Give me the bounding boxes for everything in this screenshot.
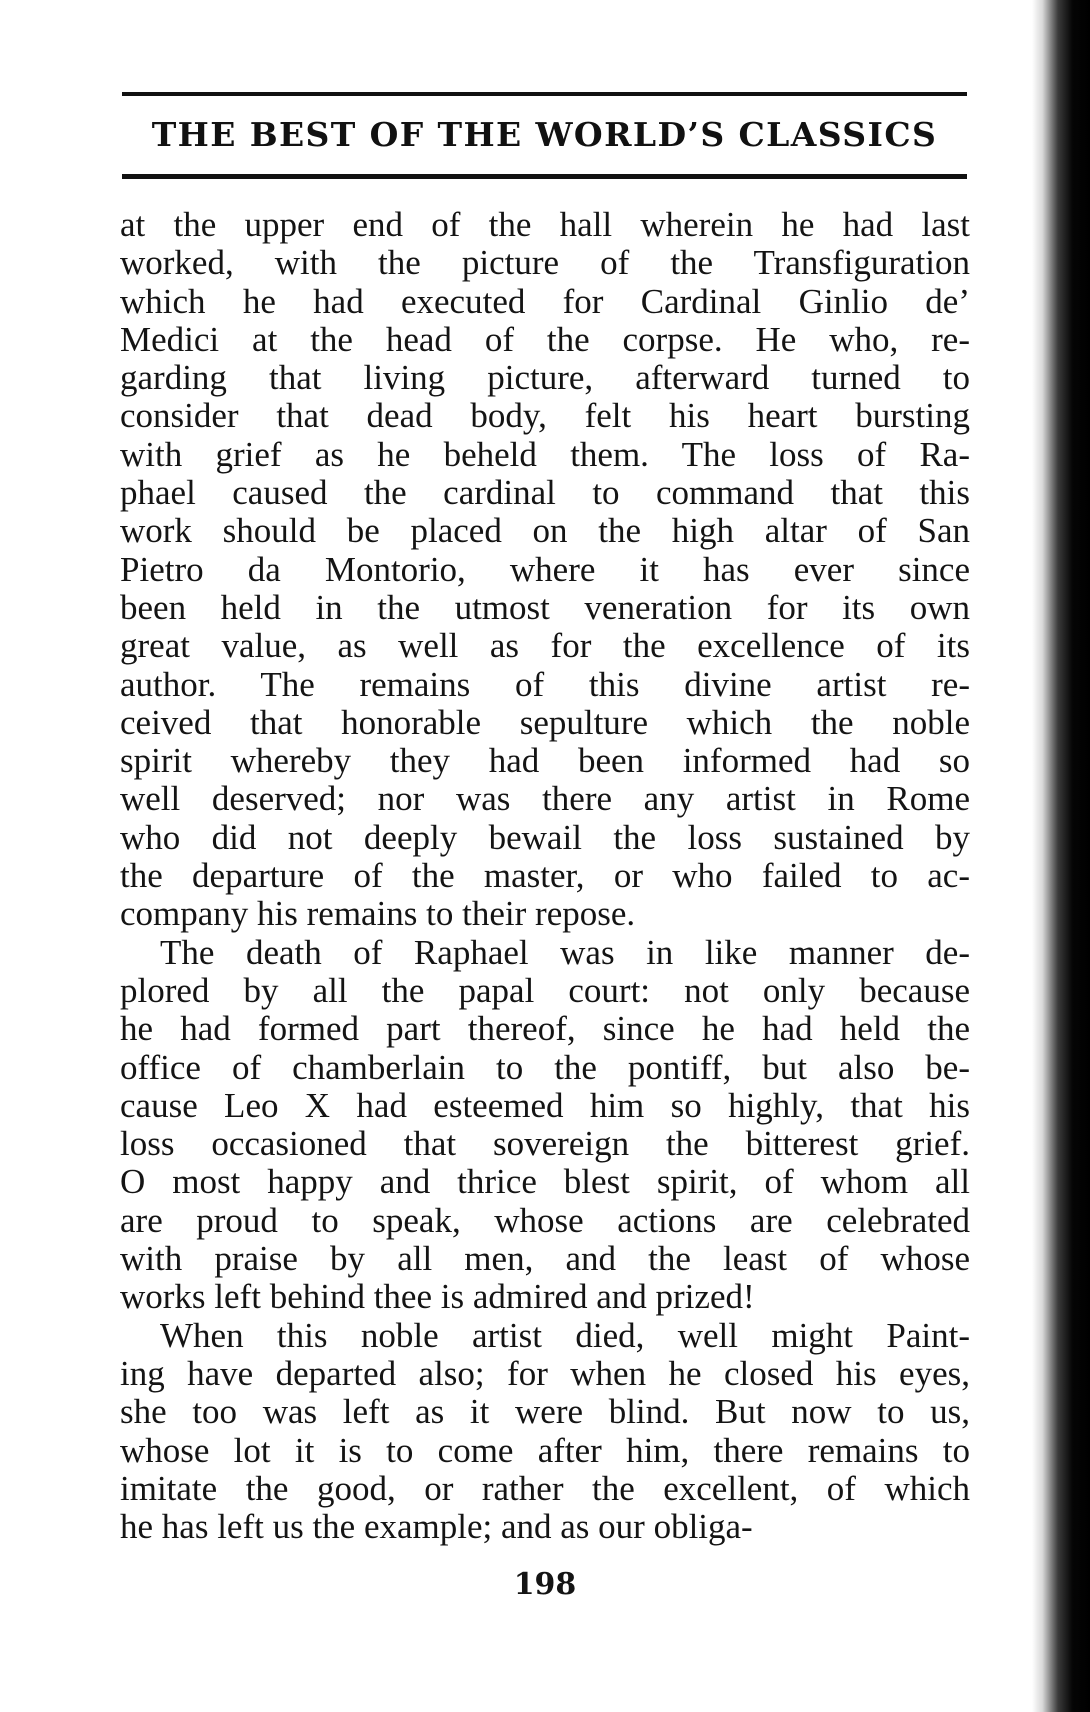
text-line: at the upper end of the hall wherein he had last xyxy=(120,205,970,244)
text-line: who did not deeply bewail the loss sustained by xyxy=(120,817,970,857)
text-line: with grief as he beheld them. The loss of Ra- xyxy=(120,434,970,474)
text-line: worked, with the picture of the Transfiguration xyxy=(120,243,970,283)
header-rule-top xyxy=(122,92,967,96)
text-line: with praise by all men, and the least of whose xyxy=(120,1239,970,1279)
text-line: are proud to speak, whose actions are celebrated xyxy=(120,1200,970,1240)
header-rule-bottom xyxy=(122,174,967,179)
text-line: company his remains to their repose. xyxy=(120,894,636,934)
text-line: which he had executed for Cardinal Ginlio de’ xyxy=(120,281,970,321)
text-line: ing have departed also; for when he closed his eyes, xyxy=(120,1353,970,1393)
text-line: works left behind thee is admired and prized! xyxy=(120,1277,755,1317)
text-line: Pietro da Montorio, where it has ever since xyxy=(120,549,970,589)
text-line: imitate the good, or rather the excellent, of which xyxy=(120,1468,970,1508)
text-line: Medici at the head of the corpse. He who, re- xyxy=(120,319,970,359)
text-line: loss occasioned that sovereign the bitterest grief. xyxy=(120,1124,970,1164)
page-number: 198 xyxy=(513,1567,577,1602)
text-line: she too was left as it were blind. But now to us, xyxy=(120,1392,970,1432)
text-line: plored by all the papal court: not only because xyxy=(120,970,970,1010)
text-line: The death of Raphael was in like manner de- xyxy=(160,932,970,972)
text-line: consider that dead body, felt his heart bursting xyxy=(120,396,970,436)
body-text xyxy=(120,206,970,1546)
text-line: ceived that honorable sepulture which the noble xyxy=(120,702,970,742)
text-line: garding that living picture, afterward turned to xyxy=(120,358,970,398)
running-head: THE BEST OF THE WORLD’S CLASSICS xyxy=(151,115,938,154)
text-line: When this noble artist died, well might Paint- xyxy=(160,1315,970,1355)
text-line: the departure of the master, or who failed to ac- xyxy=(120,856,970,896)
text-line: been held in the utmost veneration for its own xyxy=(120,587,970,627)
text-line: phael caused the cardinal to command that this xyxy=(120,473,970,513)
text-line: he had formed part thereof, since he had held the xyxy=(120,1009,970,1049)
text-line: spirit whereby they had been informed had so xyxy=(120,741,970,781)
text-line: he has left us the example; and as our obliga- xyxy=(120,1507,753,1547)
text-line: great value, as well as for the excellence of its xyxy=(120,626,970,666)
text-line: author. The remains of this divine artist re- xyxy=(120,664,970,704)
text-line: work should be placed on the high altar of San xyxy=(120,511,970,551)
text-line: whose lot it is to come after him, there remains to xyxy=(120,1430,970,1470)
text-line: office of chamberlain to the pontiff, but also be- xyxy=(120,1047,970,1087)
text-line: well deserved; nor was there any artist in Rome xyxy=(120,779,970,819)
text-line: cause Leo X had esteemed him so highly, that his xyxy=(120,1085,970,1125)
page-edge-shadow xyxy=(1032,0,1090,1712)
text-line: O most happy and thrice blest spirit, of whom all xyxy=(120,1162,970,1202)
